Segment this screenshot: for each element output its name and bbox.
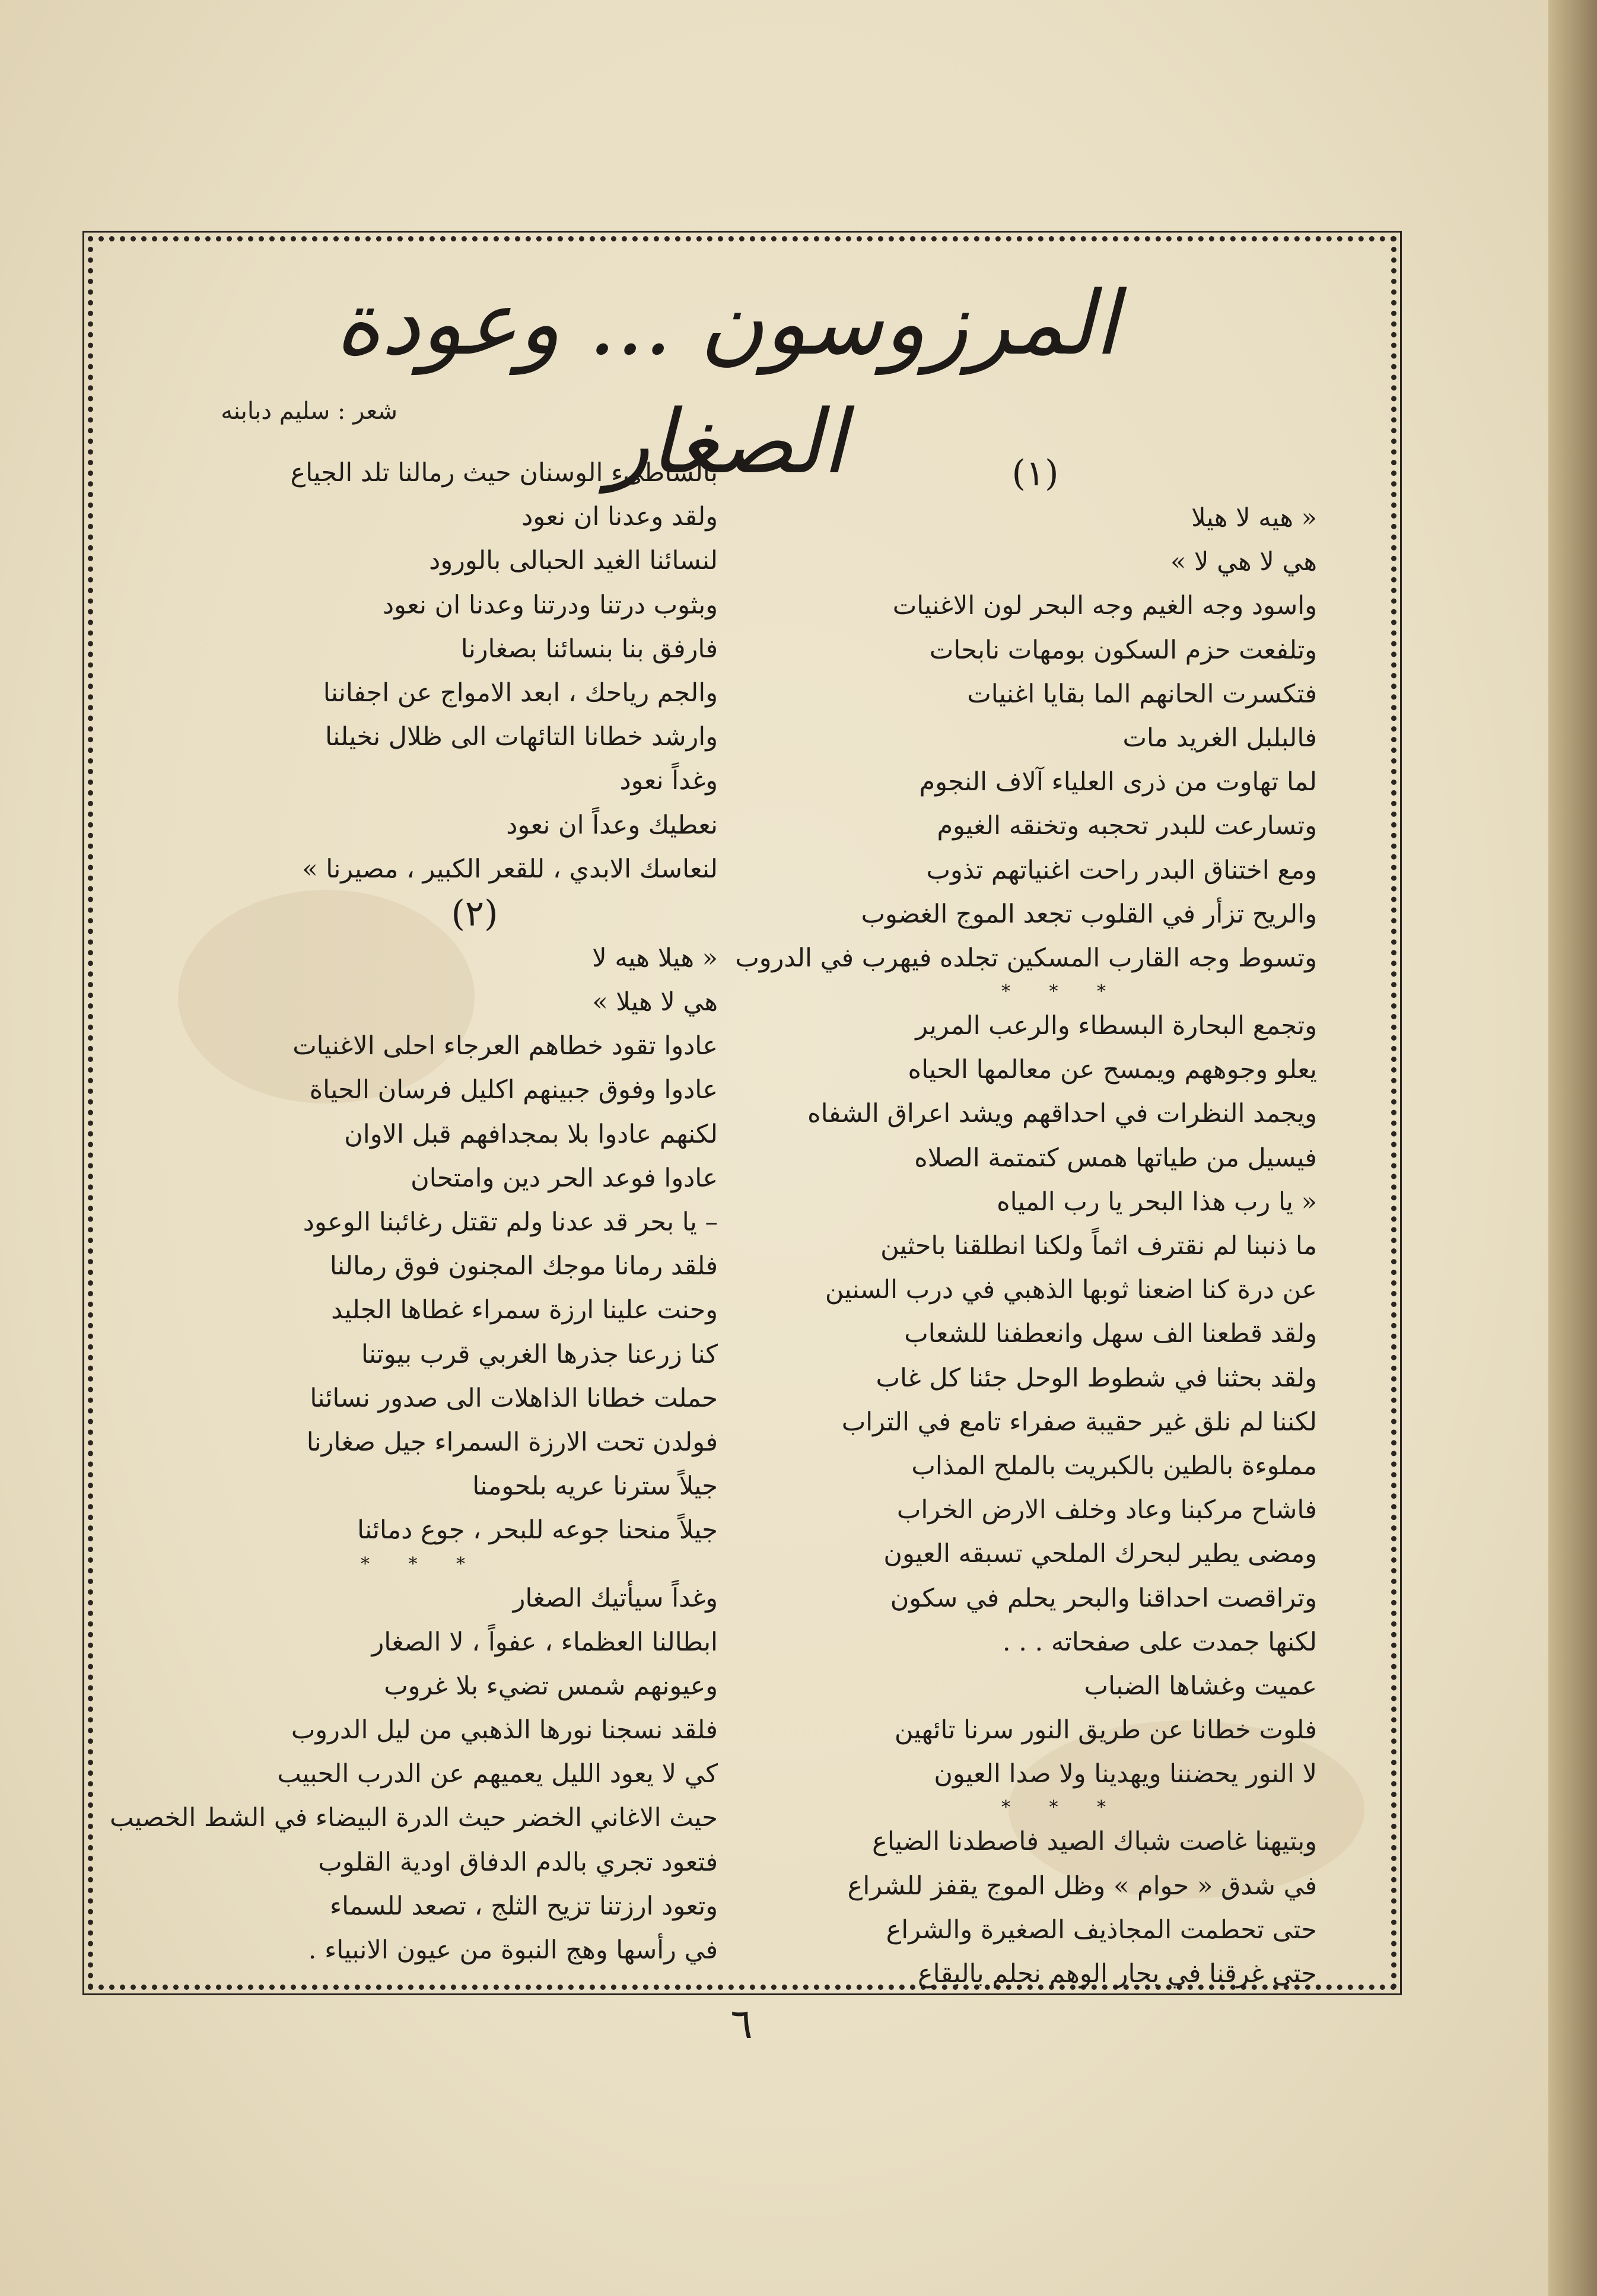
- left-column: [109, 451, 718, 1972]
- verse-line: ومضى يطير لبحرك الملحي تسبقه العيون: [883, 1539, 1317, 1569]
- verse-line: ولقد بحثنا في شطوط الوحل جئنا كل غاب: [876, 1363, 1317, 1393]
- verse-line: حتى غرقنا في بحار الوهم نحلم بالبقاع: [917, 1959, 1317, 1989]
- poem-author: شعر : سليم دبابنه: [221, 397, 397, 425]
- verse-line: لا النور يحضننا ويهدينا ولا صدا العيون: [934, 1759, 1317, 1789]
- verse-group-left-a: [148, 451, 718, 891]
- verse-line: وتعود ارزتنا تزيح الثلج ، تصعد للسماء: [329, 1891, 718, 1921]
- verse-line: ما ذنبنا لم نقترف اثماً ولكنا انطلقنا باحثين: [880, 1231, 1317, 1261]
- verse-line: ولقد قطعنا الف سهل وانعطفنا للشعاب: [904, 1319, 1317, 1349]
- verse-group-right-a: [724, 496, 1317, 980]
- verse-line: واسود وجه الغيم وجه البحر لون الاغنيات: [892, 591, 1317, 621]
- verse-line: وتراقصت احداقنا والبحر يحلم في سكون: [890, 1583, 1317, 1613]
- verse-line: وبتيهنا غاصت شباك الصيد فاصطدنا الضياع: [872, 1827, 1317, 1857]
- verse-line: وغداً نعود: [619, 766, 718, 796]
- stars-separator: * * *: [360, 1553, 482, 1575]
- verse-line: ويجمد النظرات في احداقهم ويشد اعراق الشفاه: [807, 1099, 1317, 1129]
- verse-line: وتسوط وجه القارب المسكين تجلده فيهرب في الدروب: [735, 943, 1317, 973]
- verse-line: عادوا فوعد الحر دين وامتحان: [411, 1163, 718, 1193]
- verse-line: عميت وغشاها الضباب: [1084, 1671, 1317, 1701]
- verse-line: ومع اختناق البدر راحت اغنياتهم تذوب: [926, 855, 1317, 885]
- page-number: ٦: [730, 1999, 753, 2048]
- verse-line: كنا زرعنا جذرها الغربي قرب بيوتنا: [361, 1339, 718, 1369]
- verse-line: هي لا هي لا »: [1170, 547, 1317, 577]
- verse-line: فتعود تجري بالدم الدفاق اودية القلوب: [318, 1847, 718, 1877]
- verse-line: جيلاً منحنا جوعه للبحر ، جوع دمائنا: [357, 1515, 718, 1545]
- verse-line: لكنها جمدت على صفحاته . . .: [1002, 1627, 1317, 1657]
- verse-line: « هيلا هيه لا: [592, 943, 718, 973]
- verse-group-left-c: [109, 1576, 718, 1973]
- verse-line: فولدن تحت الارزة السمراء جيل صغارنا: [306, 1427, 718, 1457]
- verse-line: وتلفعت حزم السكون بومهات نابحات: [929, 635, 1317, 665]
- verse-line: فلقد رمانا موجك المجنون فوق رمالنا: [329, 1251, 718, 1281]
- verse-line: وارشد خطانا التائهات الى ظلال نخيلنا: [325, 722, 718, 752]
- verse-line: وتسارعت للبدر تحجبه وتخنقه الغيوم: [937, 811, 1317, 841]
- verse-line: « يا رب هذا البحر يا رب المياه: [997, 1187, 1317, 1217]
- verse-line: لنسائنا الغيد الحبالى بالورود: [429, 546, 718, 576]
- verse-line: ولقد وعدنا ان نعود: [521, 502, 718, 532]
- verse-line: لما تهاوت من ذرى العلياء آلاف النجوم: [919, 767, 1317, 797]
- poem-title: المرزوسون ... وعودة الصغار: [335, 272, 1119, 493]
- verse-line: فتكسرت الحانهم الما بقايا اغنيات: [967, 679, 1317, 709]
- verse-line: مملوءة بالطين بالكبريت بالملح المذاب: [911, 1451, 1317, 1481]
- verse-line: عادوا تقود خطاهم العرجاء احلى الاغنيات: [292, 1031, 718, 1061]
- stars-separator: * * *: [1001, 981, 1123, 1003]
- verse-line: حملت خطانا الذاهلات الى صدور نسائنا: [310, 1383, 718, 1413]
- verse-line: لكنهم عادوا بلا بمجدافهم قبل الاوان: [344, 1119, 718, 1149]
- verse-line: فاشاح مركبنا وعاد وخلف الارض الخراب: [896, 1495, 1317, 1525]
- verse-line: هي لا هيلا »: [592, 987, 718, 1017]
- verse-line: في شدق « حوام » وظل الموج يقفز للشراع: [847, 1871, 1317, 1901]
- verse-line: لنعاسك الابدي ، للقعر الكبير ، مصيرنا »: [302, 854, 718, 884]
- page-edge: [1548, 0, 1597, 2296]
- verse-line: في رأسها وهج النبوة من عيون الانبياء .: [308, 1935, 718, 1965]
- verse-line: جيلاً سترنا عريه بلحومنا: [472, 1471, 718, 1502]
- verse-line: عادوا وفوق جبينهم اكليل فرسان الحياة: [309, 1075, 718, 1105]
- verse-line: وبثوب درتنا ودرتنا وعدنا ان نعود: [382, 590, 718, 620]
- verse-line: فلقد نسجنا نورها الذهبي من ليل الدروب: [291, 1715, 718, 1745]
- verse-line: لكننا لم نلق غير حقيبة صفراء تامع في التراب: [841, 1407, 1317, 1437]
- verse-line: حيث الاغاني الخضر حيث الدرة البيضاء في الشط الخصيب: [109, 1803, 718, 1833]
- verse-line: ابطالنا العظماء ، عفواً ، لا الصغار: [371, 1627, 718, 1657]
- verse-group-right-c: [724, 1820, 1317, 1996]
- right-column: [724, 451, 1317, 1996]
- verse-line: – يا بحر قد عدنا ولم تقتل رغائبنا الوعود: [303, 1207, 718, 1237]
- verse-line: « هيه لا هيلا: [1191, 503, 1317, 533]
- verse-line: والريح تزأر في القلوب تجعد الموج الغضوب: [861, 899, 1317, 929]
- stars-separator: * * *: [1001, 1797, 1123, 1818]
- verse-line: يعلو وجوههم ويمسح عن معالمها الحياه: [908, 1055, 1317, 1085]
- verse-line: بالشاطىء الوسنان حيث رمالنا تلد الجياع: [290, 458, 718, 488]
- verse-line: عن درة كنا اضعنا ثوبها الذهبي في درب السنين: [825, 1275, 1317, 1305]
- verse-group-left-b: [148, 936, 718, 1553]
- verse-line: فلوت خطانا عن طريق النور سرنا تائهين: [894, 1715, 1317, 1745]
- verse-line: نعطيك وعداً ان نعود: [506, 810, 718, 840]
- verse-line: حتى تحطمت المجاذيف الصغيرة والشراع: [886, 1915, 1317, 1945]
- verse-group-right-b: [724, 1004, 1317, 1796]
- verse-line: وغداً سيأتيك الصغار: [513, 1583, 718, 1613]
- section-number-2: (٢): [451, 892, 498, 934]
- section-number-1: (١): [1011, 453, 1059, 494]
- verse-line: وتجمع البحارة البسطاء والرعب المرير: [915, 1011, 1317, 1041]
- verse-line: فيسيل من طياتها همس كتمتمة الصلاه: [914, 1143, 1317, 1173]
- verse-line: كي لا يعود الليل يعميهم عن الدرب الحبيب: [277, 1759, 718, 1789]
- verse-line: وعيونهم شمس تضيء بلا غروب: [384, 1671, 718, 1701]
- verse-line: والجم رياحك ، ابعد الامواج عن اجفاننا: [323, 678, 718, 708]
- verse-line: وحنت علينا ارزة سمراء غطاها الجليد: [331, 1295, 718, 1325]
- verse-line: فارفق بنا بنسائنا بصغارنا: [460, 634, 718, 664]
- verse-line: فالبلبل الغريد مات: [1122, 723, 1317, 753]
